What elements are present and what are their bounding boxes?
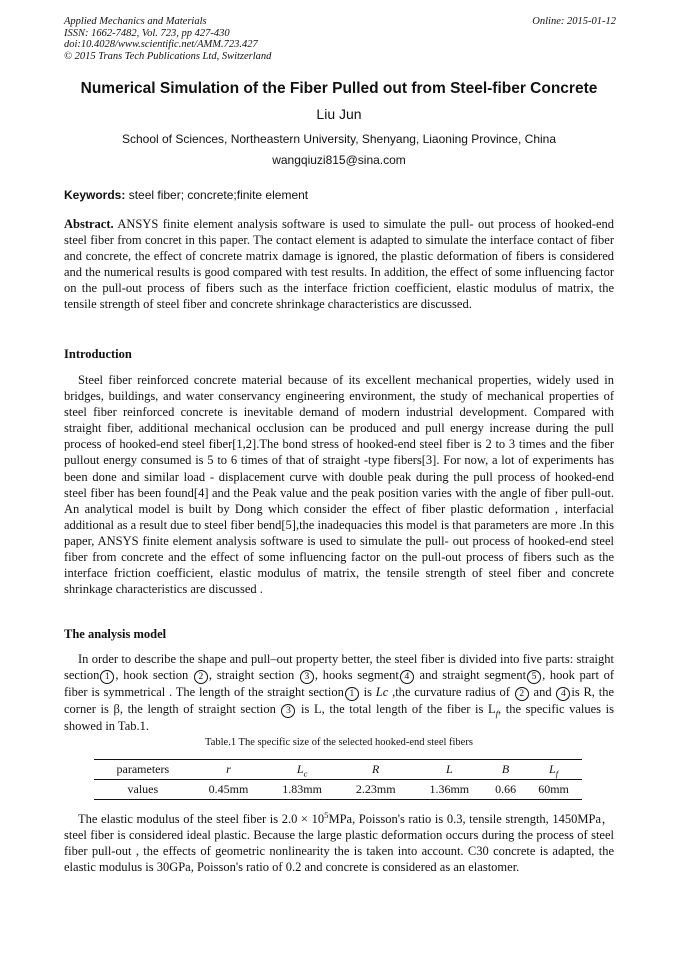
table-header-row xyxy=(94,760,582,780)
model-text: is R, the corner is β, the length of straight section xyxy=(64,685,614,717)
table-cell: 1.36mm xyxy=(429,782,470,796)
table-cell: 1.83mm xyxy=(282,782,322,796)
model-text: , hook part of fiber is symmetrical . The length of the straight section xyxy=(64,668,614,700)
online-date: Online: 2015-01-12 xyxy=(532,16,616,27)
circled-number: 4 xyxy=(400,670,414,684)
circled-number: 3 xyxy=(300,670,314,684)
paper-title: Numerical Simulation of the Fiber Pulled out from Steel-fiber Concrete xyxy=(80,80,598,97)
table-cell: 0.45mm xyxy=(208,782,249,796)
analysis-model-heading: The analysis model xyxy=(64,627,167,641)
circled-number: 3 xyxy=(281,704,295,718)
author-affiliation: School of Sciences, Northeastern University, Shenyang, Liaoning Province, China xyxy=(121,132,556,146)
circled-number: 1 xyxy=(345,687,359,701)
model-text: , hooks segment xyxy=(314,668,399,683)
introduction-heading: Introduction xyxy=(64,347,132,361)
model-text: and xyxy=(529,685,556,700)
copyright-line: © 2015 Trans Tech Publications Ltd, Switzerland xyxy=(64,50,272,62)
circled-number: 4 xyxy=(556,687,570,701)
keywords-text: steel fiber; concrete;finite element xyxy=(125,188,309,202)
abstract-text: ANSYS finite element analysis software is used to simulate the pull- out process of hooked-end steel fiber from concret in this paper. The contact element is adapted to simulate the interface contact of fiber and concrete, the effect of concrete matrix damage is ignored, the plastic deformation of fibers is considered and the numerical results is good compared with test results. In addition, the effect of some influencing factor on the pull-out process of fibers such as the interface friction coefficient, elastic modulus of matrix, the tensile strength of steel fiber and concrete shrinkage characteristics are discussed. xyxy=(64,217,614,312)
keywords xyxy=(64,188,308,202)
journal-header xyxy=(64,16,616,62)
material-text: The elastic modulus of the steel fiber is 2.0 × 10 xyxy=(78,812,325,826)
fiber-size-table xyxy=(94,759,582,800)
table-cell: 2.23mm xyxy=(355,782,396,796)
table-header: r xyxy=(226,762,231,776)
abstract xyxy=(64,216,614,313)
circled-number: 1 xyxy=(100,670,114,684)
circled-number: 2 xyxy=(194,670,208,684)
doi-line: doi:10.4028/www.scientific.net/AMM.723.427 xyxy=(64,39,258,50)
model-text: ,the curvature radius of xyxy=(388,685,514,700)
table-header: L xyxy=(445,762,453,776)
superscript: 5 xyxy=(324,809,329,820)
keywords-label: Keywords: xyxy=(64,188,126,202)
introduction-text: Steel fiber reinforced concrete material because of its excellent mechanical properties, widely used in bridges, buildings, and water conservancy engineering environment, the study of mechanical properties of steel fiber reinforced concrete is inevitable demand of modern industrial development. Compared with straight fiber, additional mechanical occlusion can be produced and pull energy increase during the pull process of hooked-end steel fiber[1,2].The bond stress of hooked-end steel fiber is 2 to 3 times and the fiber pullout energy consumed is 5 to 6 times of that of straight -type fibers[3]. For now, a lot of experiments has been done and similar load - displacement curve with double peak during the pull process of hooked-end steel fiber has been found[4] and the Peak value and the peak position varies with the angle of fiber pull-out. An analytical model is built by Dong which consider the effect of fiber plastic deformation , interfacial additional as a result due to steel fiber bend[5],the inadequacies this model is that parameters are more .In this paper, ANSYS finite element analysis software is used to simulate the pull- out process of hooked-end steel fiber from concrete and the effect of some influencing factor on the pull-out process of fibers such as the interface friction coefficient, elastic modulus of matrix, the tensile strength of steel fiber and concrete shrinkage characteristics are discussed . xyxy=(64,373,614,597)
model-text: and straight segment xyxy=(414,668,527,683)
abstract-label: Abstract. xyxy=(64,217,114,231)
table-header: B xyxy=(501,762,510,776)
table-header: $L_f$ xyxy=(549,762,559,779)
table-cell: 60mm xyxy=(538,782,569,796)
circled-number: 2 xyxy=(515,687,529,701)
lc-symbol: Lc xyxy=(375,685,389,700)
model-text: , hook section xyxy=(115,668,193,683)
model-text: , straight section xyxy=(208,668,299,683)
model-text: is L, the total length of the fiber is L xyxy=(296,702,496,717)
model-text: is xyxy=(359,685,376,700)
table-caption: Table.1 The specific size of the selected hooked-end steel fibers xyxy=(205,737,473,748)
author-name: Liu Jun xyxy=(316,106,362,122)
table-header: $L_c$ xyxy=(296,762,308,779)
circled-number: 5 xyxy=(527,670,541,684)
author-email: wangqiuzi815@sina.com xyxy=(272,153,406,167)
table-header: R xyxy=(372,762,380,776)
table-cell: values xyxy=(127,782,159,796)
introduction-paragraph xyxy=(64,372,614,597)
material-text: MPa, Poisson's ratio is 0.3, tensile strength, 1450MPa，steel fiber is considered ideal plastic. Because the large plastic deformation occurs during the process of steel fiber pull-out , the effects of geometric nonlinearity the is taken into account. C30 concrete is adapted, the elastic modulus is 30GPa, Poisson's ratio of 0.2 and concrete is considered as an elastomer. xyxy=(64,812,614,875)
analysis-model-paragraph xyxy=(64,651,614,734)
model-text: , the specific values is showed in Tab.1. xyxy=(64,702,614,734)
model-text: In order to describe the shape and pull–out property better, the steel fiber is divided into five parts: straight section xyxy=(64,652,614,683)
table-cell: 0.66 xyxy=(495,782,517,796)
material-paragraph xyxy=(64,811,614,875)
journal-name: Applied Mechanics and Materials xyxy=(64,16,207,27)
table-header: parameters xyxy=(116,762,170,776)
subscript: f xyxy=(495,708,499,719)
issn-line: ISSN: 1662-7482, Vol. 723, pp 427-430 xyxy=(64,27,230,39)
table-row xyxy=(94,780,582,800)
